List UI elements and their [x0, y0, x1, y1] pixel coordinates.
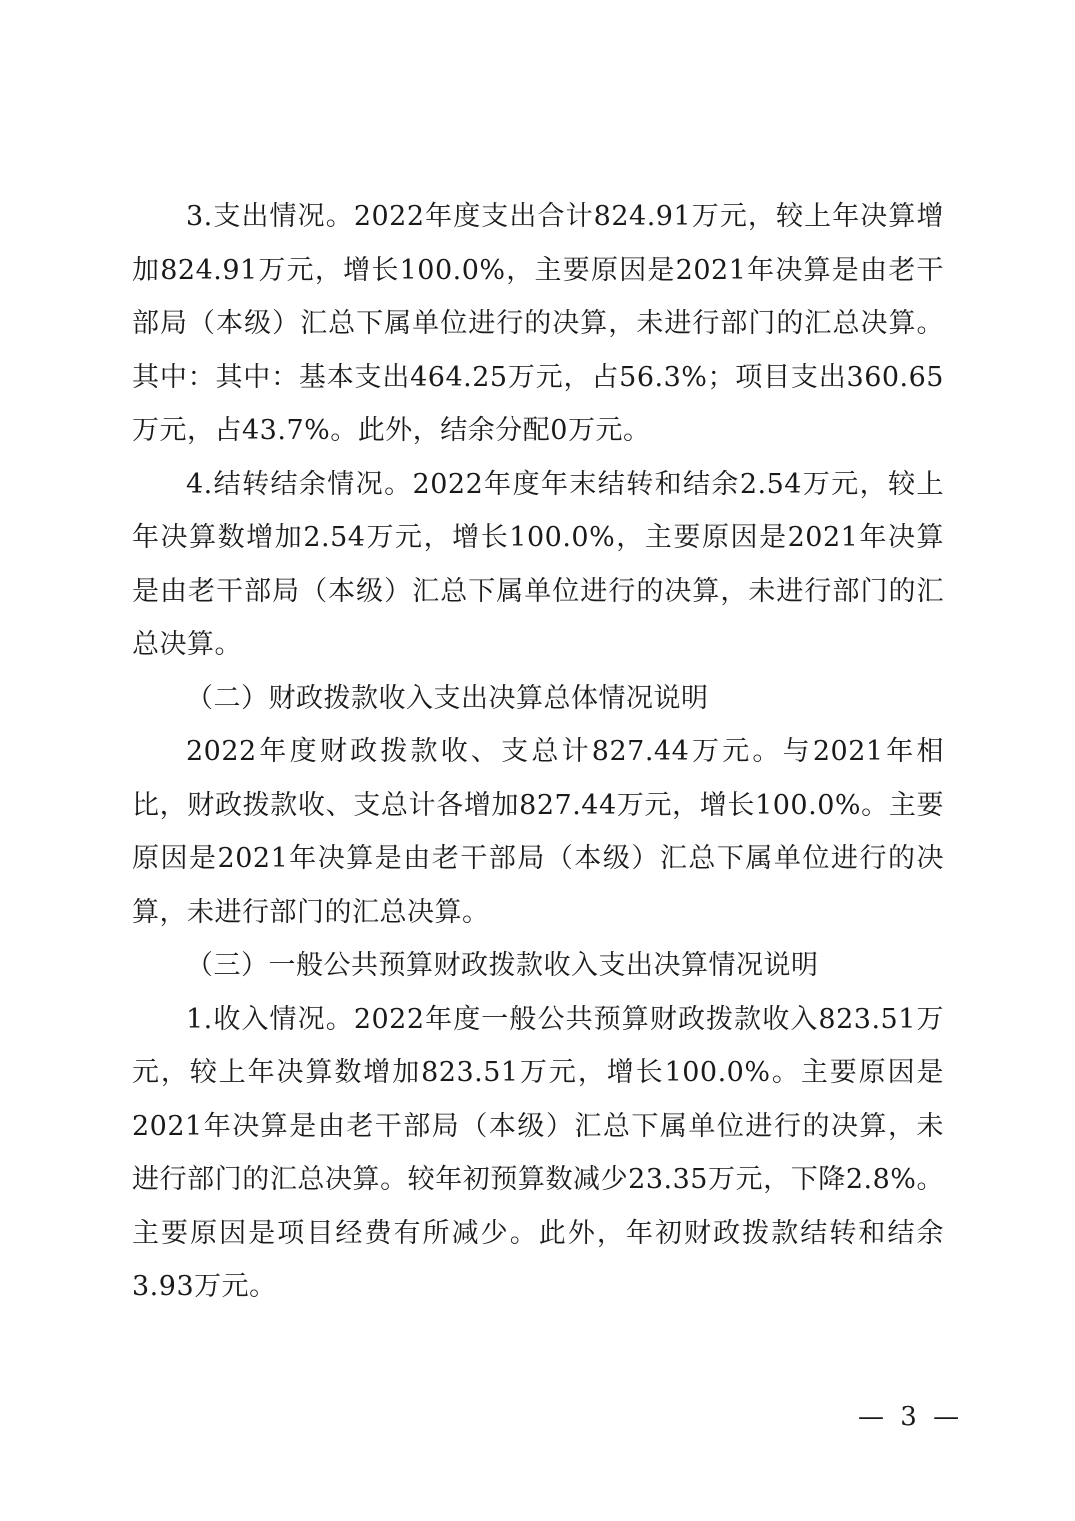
paragraph-carryover: 4.结转结余情况。2022年度年末结转和结余2.54万元，较上年决算数增加2.54万元，增长100.0%，主要原因是2021年决算是由老干部局（本级）汇总下属单位进行的决算，未进行部门的汇总决算。: [132, 468, 944, 660]
paragraph-expenditure: 3.支出情况。2022年度支出合计824.91万元，较上年决算增加824.91万元，增长100.0%，主要原因是2021年决算是由老干部局（本级）汇总下属单位进行的决算，未进行部门的汇总决算。其中：其中：基本支出464.25万元，占56.3%；项目支出360.65万元，占43.7%。此外，结余分配0万元。: [132, 201, 944, 446]
paragraph-income: 1.收入情况。2022年度一般公共预算财政拨款收入823.51万元，较上年决算数增加823.51万元，增长100.0%。主要原因是2021年决算是由老干部局（本级）汇总下属单位进行的决算，未进行部门的汇总决算。较年初预算数减少23.35万元，下降2.8%。主要原因是项目经费有所减少。此外，年初财政拨款结转和结余3.93万元。: [132, 1003, 944, 1302]
section-heading-fiscal-overview: （二）财政拨款收入支出决算总体情况说明: [186, 682, 709, 714]
section-heading-general-budget: （三）一般公共预算财政拨款收入支出决算情况说明: [186, 950, 819, 981]
paragraph-fiscal-overview: 2022年度财政拨款收、支总计827.44万元。与2021年相比，财政拨款收、支总计各增加827.44万元，增长100.0%。主要原因是2021年决算是由老干部局（本级）汇总下属单位进行的决算，未进行部门的汇总决算。: [132, 736, 944, 928]
page-number: — 3 —: [858, 1402, 964, 1432]
page-body: [132, 190, 944, 1314]
